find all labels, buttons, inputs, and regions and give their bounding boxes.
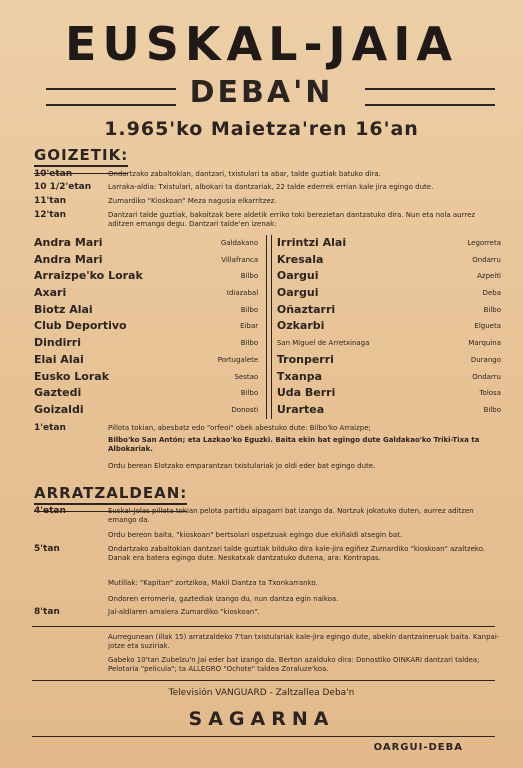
schedule-time: 12'tan xyxy=(34,210,67,220)
group-town: Villafranca xyxy=(221,255,259,264)
group-name: Andra Mari xyxy=(34,252,103,266)
divider-line xyxy=(32,626,495,627)
group-row xyxy=(34,252,258,269)
group-town: Bilbo xyxy=(483,305,501,314)
schedule-text: Zumardiko "Kioskoan" Meza nagusia elkarritzez. xyxy=(108,197,277,205)
schedule-time: 4'etan xyxy=(34,506,66,516)
group-name: Andra Mari xyxy=(34,236,103,249)
schedule-time: 5'tan xyxy=(34,544,60,554)
choirs-line-2: Bilbo'ko San Antón; eta Lazkao'ko Eguzki. Baita ekin bat egingo dute Galdakao'ko Triki-Tixa ta Albokariak. xyxy=(108,436,480,453)
schedule-extra: Ordu bereon baita, "kioskoan" bertsolari ospetzuak egingo due ekiñaldi atsegin bat. xyxy=(108,531,403,539)
poster-title: EUSKAL-JAIA xyxy=(65,17,458,71)
note-eve-text: Aurregunean (illak 15) arratzaldeko 7'tan txistulariak kale-jira egingo dute, abekin dantzaineruak baita. Kanpai-jotze eta suziriak. xyxy=(108,633,500,650)
group-name: Biotz Alai xyxy=(34,302,93,316)
group-town: Ondarru xyxy=(472,255,501,264)
group-row xyxy=(277,252,501,269)
group-town: Bilbo xyxy=(240,272,259,281)
schedule-text: Euskal-Jolas pillota tokian pelota partidu aipagarri bat izango da. Nortzuk jokatuko duten, aurrez aditzen emango da. xyxy=(108,507,474,524)
group-row xyxy=(34,235,258,252)
schedule-text: Ondartzako zabaltokian, dantzari, txistulari ta abar, talde guztiak batuko dira. xyxy=(108,170,381,178)
note-night xyxy=(34,656,501,676)
group-row xyxy=(277,235,501,252)
schedule-time: 11'tan xyxy=(34,196,67,206)
group-town: Elgueta xyxy=(474,322,501,331)
schedule-time: 10'etan xyxy=(34,169,73,179)
group-name: Axari xyxy=(34,286,67,300)
schedule-item xyxy=(34,507,501,541)
schedule-time: 8'tan xyxy=(34,607,60,617)
group-name: Club Deportivo xyxy=(34,319,127,333)
schedule-text: Ondartzako zabaltokian dantzari talde guztiak bilduko dira kale-jira egiñez Zumardiko "kioskoan" azaltzeko. Danak era batera egingo dute. Neskatxak dantzatuko dutena, ara: Kontrapas. xyxy=(108,545,486,562)
organizer: OARGUI-DEBA xyxy=(373,742,463,753)
event-date: 1.965'ko Maietza'ren 16'an xyxy=(104,118,419,140)
group-row xyxy=(34,335,258,352)
schedule-text: Dantzari talde guztiak, bakoitzak bere aldetik erriko toki berezietan dantzatuko dira. Nun eta nola aurrez aditzen emango degu. Dantzari talde'en izenak: xyxy=(108,211,476,228)
group-town: Durango xyxy=(470,355,501,364)
afternoon-heading-text: ARRATZALDEAN: xyxy=(34,484,188,502)
group-name: Oargui xyxy=(276,269,319,283)
group-name: Txanpa xyxy=(276,369,322,383)
schedule-text: Larraka-aldia: Txistulari, albokari ta dantzariak, 22 talde ederrek errian kale jira egingo dute. xyxy=(108,183,434,191)
group-row xyxy=(34,285,258,302)
group-row xyxy=(277,352,501,369)
groups-left-column xyxy=(34,235,258,419)
groups-right-column xyxy=(277,235,501,419)
group-name: Dindirri xyxy=(34,336,81,350)
note-night-text: Gabeko 10'tan Zubelzu'n Jai eder bat izango da. Berton azalduko dira: Donostiko OINKARI dantzari taldea; Pelotaria "pelicula"; ta ALLEGRO "Ochote" taldea Zoraluze'koa. xyxy=(108,656,480,673)
group-town: Azpeiti xyxy=(477,272,501,281)
group-row xyxy=(277,385,501,402)
group-town: Portugalete xyxy=(217,355,259,364)
group-name: Elai Alai xyxy=(34,352,84,366)
choirs-line-1: Pillota tokian, abesbatz edo "orfeoi" obek abestuko dute: Bilbo'ko Arraizpe; xyxy=(108,424,371,432)
group-name: Urartea xyxy=(276,402,325,416)
choirs-line-3: Ordu berean Elotzako emparantzan txistulariak jo oldi eder bat egingo dute. xyxy=(108,462,376,470)
group-name: Ozkarbi xyxy=(276,319,325,333)
group-row xyxy=(277,369,501,386)
sponsor-line: Televisión VANGUARD - Zaltzallea Deba'n xyxy=(168,688,355,698)
group-town: Eibar xyxy=(240,322,259,331)
group-town: Deba xyxy=(482,289,501,298)
dance-groups xyxy=(34,235,501,419)
schedule-extra: Mutillak: "Kapitan" zortzikoa, Makil Dantza ta Txonkarranko. xyxy=(108,579,318,587)
group-town: Tolosa xyxy=(479,389,501,398)
group-row xyxy=(34,402,258,419)
schedule-item xyxy=(34,197,501,207)
group-town: Donosti xyxy=(231,405,259,414)
group-name: Oargui xyxy=(276,286,319,300)
group-name: San Miguel de Arretxinaga xyxy=(276,339,370,348)
group-name: Goizaldi xyxy=(34,402,84,416)
group-name: Gaztedi xyxy=(34,386,82,400)
divider-line xyxy=(32,680,495,681)
group-name: Arraizpe'ko Lorak xyxy=(34,269,143,283)
group-town: Galdakano xyxy=(220,239,259,247)
group-name: Irrintzi Alai xyxy=(276,236,347,249)
schedule-item-choirs xyxy=(34,424,501,470)
schedule-item xyxy=(34,183,501,193)
note-eve xyxy=(34,633,501,653)
divider-line xyxy=(32,736,495,737)
group-row xyxy=(277,302,501,319)
group-row xyxy=(34,318,258,335)
schedule-item xyxy=(34,170,501,180)
schedule-text: Jai-aldiaren amaiera Zumardiko "kioskoan". xyxy=(108,608,260,616)
group-town: Legorreta xyxy=(467,239,501,247)
groups-divider xyxy=(266,235,272,419)
group-row xyxy=(277,335,501,352)
group-town: Sestao xyxy=(234,372,259,381)
group-town: Bilbo xyxy=(240,305,259,314)
schedule-time: 10 1/2'etan xyxy=(34,182,92,192)
schedule-extra-2: Ondoren erromeria, gaztediak izango du, nun dantza egin naikoa. xyxy=(108,595,339,603)
group-name: Eusko Lorak xyxy=(34,369,110,383)
group-town: Bilbo xyxy=(240,389,259,398)
group-row xyxy=(277,402,501,419)
group-town: Ondarru xyxy=(472,372,501,381)
group-row xyxy=(34,385,258,402)
group-row xyxy=(34,268,258,285)
group-name: Oñaztarri xyxy=(276,302,336,316)
schedule-item xyxy=(34,608,501,618)
group-town: Bilbo xyxy=(240,339,259,348)
morning-heading-text: GOIZETIK: xyxy=(34,146,129,164)
group-row xyxy=(34,302,258,319)
shop-name: SAGARNA xyxy=(188,708,335,730)
group-row xyxy=(277,285,501,302)
group-town: Bilbo xyxy=(483,405,501,414)
group-town: Idiazabal xyxy=(226,289,259,298)
group-row xyxy=(34,352,258,369)
schedule-item xyxy=(34,211,501,231)
group-row xyxy=(277,268,501,285)
group-name: Uda Berri xyxy=(276,386,336,400)
schedule-item xyxy=(34,545,501,609)
group-row xyxy=(277,318,501,335)
city-name: DEBA'N xyxy=(189,75,334,110)
group-row xyxy=(34,369,258,386)
group-name: Kresala xyxy=(276,252,324,266)
group-name: Tronperri xyxy=(276,352,334,366)
group-town: Marquina xyxy=(468,339,501,348)
schedule-time: 1'etan xyxy=(34,423,66,433)
